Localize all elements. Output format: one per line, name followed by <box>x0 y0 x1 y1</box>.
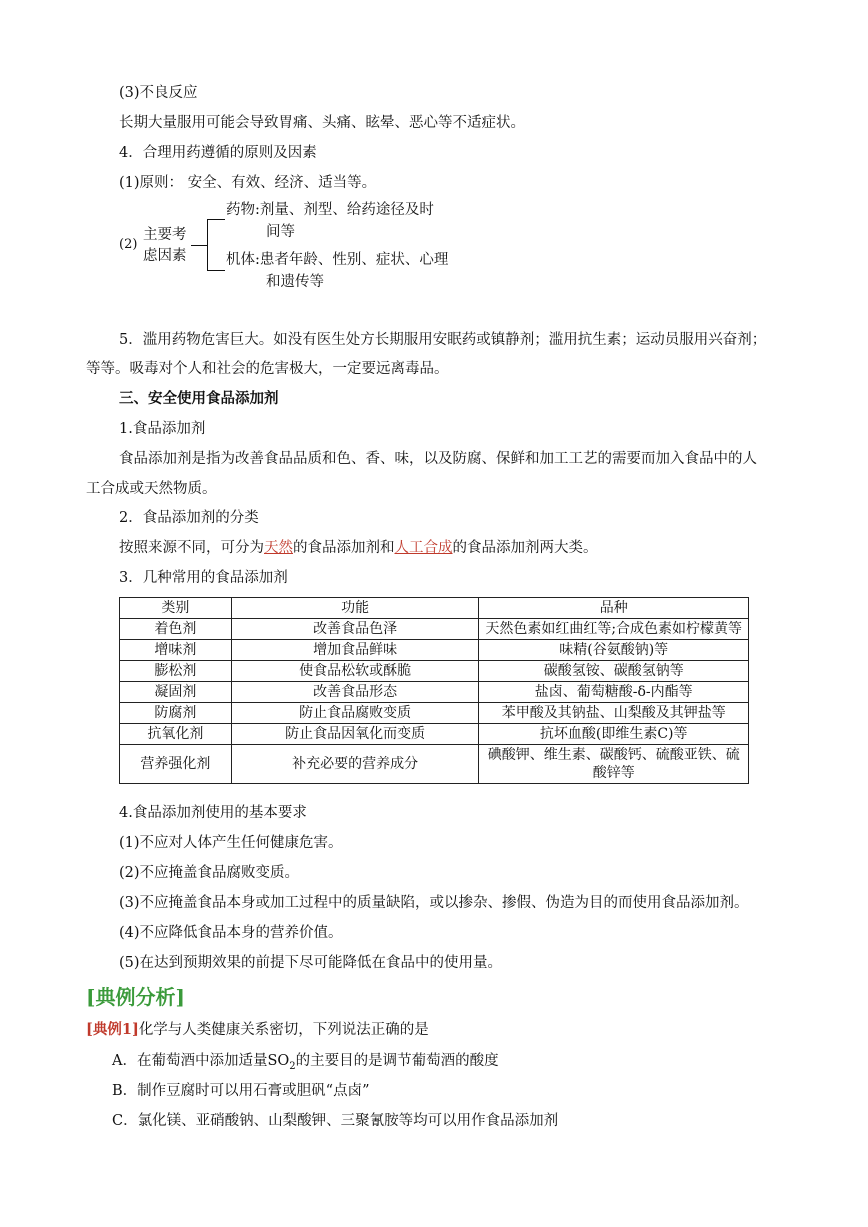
cell-category: 营养强化剂 <box>120 745 232 784</box>
cell-category: 增味剂 <box>120 640 232 661</box>
classification-post: 的食品添加剂两大类。 <box>452 540 598 556</box>
principle-line: (1)原则： 安全、有效、经济、适当等。 <box>119 175 377 191</box>
section3-heading: 三、安全使用食品添加剂 <box>119 390 279 407</box>
natural-keyword: 天然 <box>264 540 293 556</box>
item4-heading: 4．合理用药遵循的原则及因素 <box>119 145 317 161</box>
brace-top-arm <box>207 219 225 220</box>
example1-question-text: 化学与人类健康关系密切，下列说法正确的是 <box>138 1022 429 1038</box>
item5-line2: 等等。吸毒对个人和社会的危害极大，一定要远离毒品。 <box>86 361 449 377</box>
cell-function: 使食品松软或酥脆 <box>231 661 479 682</box>
cell-variety: 苯甲酸及其钠盐、山梨酸及其钾盐等 <box>479 703 749 724</box>
table-row <box>120 745 749 784</box>
table-row <box>120 619 749 640</box>
table-row <box>120 724 749 745</box>
requirement-2: (2)不应掩盖食品腐败变质。 <box>119 865 300 881</box>
table-header-row <box>120 598 749 619</box>
requirement-5: (5)在达到预期效果的前提下尽可能降低在食品中的使用量。 <box>119 955 503 971</box>
table-row <box>120 703 749 724</box>
cell-category: 凝固剂 <box>120 682 232 703</box>
table-row <box>120 640 749 661</box>
s3-item4-heading: 4.食品添加剂使用的基本要求 <box>119 805 307 821</box>
factors-label-line1: 主要考 <box>143 227 187 243</box>
example1-option-a <box>112 1051 499 1077</box>
cell-function: 改善食品形态 <box>231 682 479 703</box>
cell-category: 着色剂 <box>120 619 232 640</box>
adverse-reaction-heading: (3)不良反应 <box>119 85 198 101</box>
example1-tag: [典例1] <box>86 1021 139 1038</box>
cell-variety: 碘酸钾、维生素、碳酸钙、硫酸亚铁、硫酸锌等 <box>479 745 749 784</box>
s3-item3-heading: 3．几种常用的食品添加剂 <box>119 570 288 586</box>
cell-category: 防腐剂 <box>120 703 232 724</box>
factor-body-line1: 机体:患者年龄、性别、症状、心理 <box>226 252 449 268</box>
example1-option-b: B．制作豆腐时可以用石膏或胆矾“点卤” <box>112 1083 370 1099</box>
table-row <box>120 682 749 703</box>
factor-drug-line1: 药物:剂量、剂型、给药途径及时 <box>226 202 434 218</box>
cell-variety: 天然色素如红曲红等;合成色素如柠檬黄等 <box>479 619 749 640</box>
cell-variety: 碳酸氢铵、碳酸氢钠等 <box>479 661 749 682</box>
classification-pre: 按照来源不同，可分为 <box>119 540 264 556</box>
item5-line1: 5．滥用药物危害巨大。如没有医生处方长期服用安眠药或镇静剂；滥用抗生素；运动员服用兴奋剂； <box>119 332 767 348</box>
additives-table <box>119 597 749 784</box>
option-a-text: A．在葡萄酒中添加适量SO <box>112 1053 290 1069</box>
cell-function: 补充必要的营养成分 <box>231 745 479 784</box>
cell-function: 防止食品腐败变质 <box>231 703 479 724</box>
brace-stem <box>191 245 207 246</box>
option-a-subscript: 2 <box>289 1060 296 1072</box>
example1-question <box>86 1020 429 1040</box>
factors-prefix: (2) <box>119 237 138 252</box>
header-function: 功能 <box>231 598 479 619</box>
requirement-3: (3)不应掩盖食品本身或加工过程中的质量缺陷，或以掺杂、掺假、伪造为目的而使用食品添加剂。 <box>119 895 749 911</box>
example1-option-c: C．氯化镁、亚硝酸钠、山梨酸钾、三聚氰胺等均可以用作食品添加剂 <box>112 1113 559 1129</box>
classification-mid: 的食品添加剂和 <box>293 540 395 556</box>
factor-body-line2: 和遗传等 <box>266 274 324 290</box>
header-variety: 品种 <box>479 598 749 619</box>
cell-function: 改善食品色泽 <box>231 619 479 640</box>
factors-label-line2: 虑因素 <box>143 248 187 264</box>
requirement-4: (4)不应降低食品本身的营养价值。 <box>119 925 343 941</box>
s3-item2-text <box>119 538 598 558</box>
cell-function: 防止食品因氧化而变质 <box>231 724 479 745</box>
s3-item1-heading: 1.食品添加剂 <box>119 421 206 437</box>
adverse-reaction-text: 长期大量服用可能会导致胃痛、头痛、眩晕、恶心等不适症状。 <box>119 115 525 131</box>
cell-category: 膨松剂 <box>120 661 232 682</box>
option-a-text-end: 的主要目的是调节葡萄酒的酸度 <box>295 1053 499 1069</box>
cell-variety: 抗坏血酸(即维生素C)等 <box>479 724 749 745</box>
s3-item2-heading: 2．食品添加剂的分类 <box>119 510 259 526</box>
s3-item1-line2: 工合成或天然物质。 <box>86 481 217 497</box>
factor-drug-line2: 间等 <box>266 224 295 240</box>
header-category: 类别 <box>120 598 232 619</box>
s3-item1-line1: 食品添加剂是指为改善食品品质和色、香、味，以及防腐、保鲜和加工工艺的需要而加入食品中的人 <box>119 451 757 467</box>
brace-bottom-arm <box>207 270 225 271</box>
cell-function: 增加食品鲜味 <box>231 640 479 661</box>
synthetic-keyword: 人工合成 <box>394 540 453 556</box>
cell-variety: 味精(谷氨酸钠)等 <box>479 640 749 661</box>
brace-vertical <box>207 219 208 271</box>
cell-variety: 盐卤、葡萄糖酸-δ-内酯等 <box>479 682 749 703</box>
table-row <box>120 661 749 682</box>
requirement-1: (1)不应对人体产生任何健康危害。 <box>119 835 343 851</box>
example-section-heading: [典例分析] <box>86 985 185 1009</box>
cell-category: 抗氧化剂 <box>120 724 232 745</box>
